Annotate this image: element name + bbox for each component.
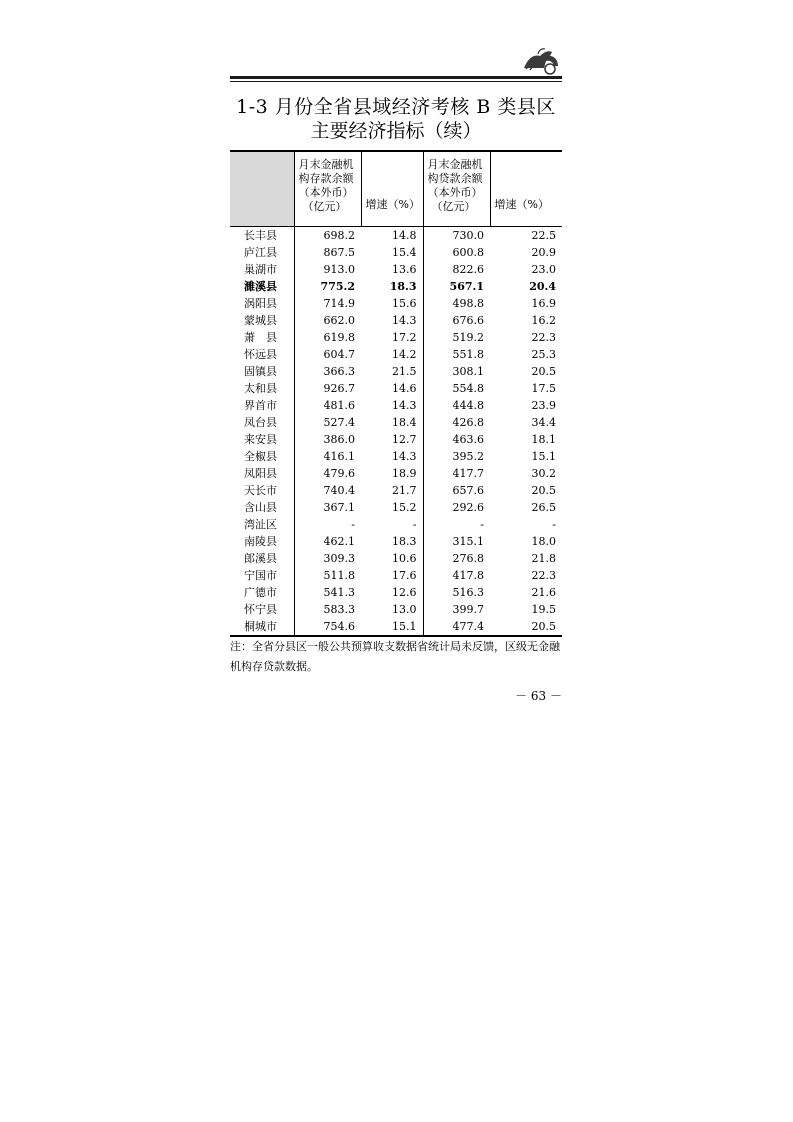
county-name-cell: 怀远县 — [230, 346, 294, 363]
deposit-balance-cell: 926.7 — [323, 382, 355, 395]
economic-indicators-table — [230, 150, 562, 637]
loan-rate-cell: 17.5 — [531, 382, 556, 395]
loan-rate-cell: 23.0 — [531, 263, 556, 276]
loan-rate-cell: 22.3 — [531, 569, 556, 582]
header-deposit-rate: 增速（%） — [361, 185, 423, 227]
deposit-rate-cell: - — [361, 516, 423, 533]
county-name-cell: 全椒县 — [230, 448, 294, 465]
deposit-balance-cell: 481.6 — [323, 399, 355, 412]
county-name-cell: 萧 县 — [230, 329, 294, 346]
header-deposit-line1: 月末金融机 — [298, 158, 354, 171]
deposit-rate-cell: 18.3 — [361, 278, 423, 295]
loan-rate-cell: 34.4 — [531, 416, 556, 429]
loan-rate-cell: 21.8 — [531, 552, 556, 565]
loan-balance-cell: 519.2 — [452, 331, 484, 344]
loan-rate-cell: - — [552, 518, 556, 531]
loan-balance-cell: 292.6 — [452, 501, 484, 514]
deposit-balance-cell: - — [351, 518, 355, 531]
loan-balance-cell: 657.6 — [452, 484, 484, 497]
loan-balance-cell: 516.3 — [452, 586, 484, 599]
deposit-balance-cell: 867.5 — [323, 246, 355, 259]
county-name-cell: 天长市 — [230, 482, 294, 499]
table-body — [230, 227, 562, 637]
loan-rate-cell: 20.5 — [531, 365, 556, 378]
loan-rate-cell: 22.5 — [531, 229, 556, 242]
county-name-cell: 濉溪县 — [230, 278, 294, 295]
deposit-balance-cell: 479.6 — [323, 467, 355, 480]
header-loan-line1: 月末金融机 — [427, 158, 483, 171]
table-row — [230, 363, 562, 380]
table-row — [230, 380, 562, 397]
table-row — [230, 346, 562, 363]
loan-rate-cell: 22.3 — [531, 331, 556, 344]
loan-balance-cell: 676.6 — [452, 314, 484, 327]
deposit-rate-cell: 12.7 — [361, 431, 423, 448]
deposit-balance-cell: 511.8 — [323, 569, 355, 582]
deposit-balance-cell: 913.0 — [323, 263, 355, 276]
deposit-rate-cell: 15.1 — [361, 618, 423, 636]
deposit-rate-cell: 12.6 — [361, 584, 423, 601]
loan-rate-cell: 16.9 — [531, 297, 556, 310]
deposit-balance-cell: 462.1 — [323, 535, 355, 548]
loan-rate-cell: 20.5 — [490, 618, 562, 636]
county-name-cell: 长丰县 — [230, 227, 294, 245]
county-name-cell: 广德市 — [230, 584, 294, 601]
loan-balance-cell: 417.8 — [452, 569, 484, 582]
deposit-rate-cell: 18.3 — [361, 533, 423, 550]
table-row — [230, 244, 562, 261]
deposit-rate-cell: 13.0 — [361, 601, 423, 618]
table-title-line2: 主要经济指标（续） — [310, 120, 482, 142]
deposit-balance-cell: 416.1 — [323, 450, 355, 463]
loan-rate-cell: 30.2 — [531, 467, 556, 480]
loan-balance-cell: 444.8 — [452, 399, 484, 412]
table-row — [230, 414, 562, 431]
deposit-balance-cell: 386.0 — [323, 433, 355, 446]
table-row — [230, 567, 562, 584]
loan-balance-cell: 399.7 — [452, 603, 484, 616]
deposit-balance-cell: 740.4 — [323, 484, 355, 497]
loan-rate-cell: 18.0 — [531, 535, 556, 548]
county-name-cell: 蒙城县 — [230, 312, 294, 329]
loan-rate-cell: 18.1 — [531, 433, 556, 446]
loan-balance-cell: 554.8 — [452, 382, 484, 395]
table-row — [230, 601, 562, 618]
deposit-balance-cell: 527.4 — [323, 416, 355, 429]
county-name-cell: 凤阳县 — [230, 465, 294, 482]
loan-balance-cell: 567.1 — [449, 280, 484, 293]
table-row — [230, 278, 562, 295]
county-name-cell: 涡阳县 — [230, 295, 294, 312]
header-loan-line4: （亿元） — [431, 200, 476, 213]
deposit-rate-cell: 15.2 — [361, 499, 423, 516]
deposit-rate-cell: 15.4 — [361, 244, 423, 261]
loan-balance-cell: - — [480, 518, 484, 531]
table-row — [230, 431, 562, 448]
deposit-balance-cell: 662.0 — [323, 314, 355, 327]
loan-rate-cell: 21.6 — [531, 586, 556, 599]
county-name-cell: 来安县 — [230, 431, 294, 448]
horse-chariot-logo-icon — [520, 44, 562, 76]
deposit-balance-cell: 366.3 — [323, 365, 355, 378]
table-row — [230, 295, 562, 312]
table-row — [230, 482, 562, 499]
header-rule-thick — [230, 76, 562, 79]
loan-rate-cell: 25.3 — [531, 348, 556, 361]
deposit-balance-cell: 583.3 — [323, 603, 355, 616]
header-deposit-balance — [294, 151, 361, 227]
header-loan-rate-top — [490, 151, 562, 185]
header-deposit-line3: （本外币） — [298, 186, 354, 199]
county-name-cell: 凤台县 — [230, 414, 294, 431]
header-loan-line2: 构贷款余额 — [427, 172, 483, 185]
loan-balance-cell: 395.2 — [452, 450, 484, 463]
loan-rate-cell: 16.2 — [531, 314, 556, 327]
county-name-cell: 固镇县 — [230, 363, 294, 380]
header-loan-rate: 增速（%） — [490, 185, 562, 227]
loan-rate-cell: 20.5 — [531, 484, 556, 497]
county-name-cell: 界首市 — [230, 397, 294, 414]
deposit-rate-cell: 18.4 — [361, 414, 423, 431]
loan-rate-cell: 19.5 — [531, 603, 556, 616]
loan-rate-cell: 20.9 — [531, 246, 556, 259]
loan-balance-cell: 308.1 — [452, 365, 484, 378]
table-row — [230, 329, 562, 346]
table-row — [230, 397, 562, 414]
deposit-balance-cell: 619.8 — [323, 331, 355, 344]
table-row — [230, 533, 562, 550]
loan-rate-cell: 20.4 — [529, 280, 556, 293]
table-row — [230, 312, 562, 329]
header-deposit-line2: 构存款余额 — [298, 172, 354, 185]
loan-rate-cell: 15.1 — [531, 450, 556, 463]
table-row — [230, 584, 562, 601]
county-name-cell: 郎溪县 — [230, 550, 294, 567]
loan-balance-cell: 822.6 — [452, 263, 484, 276]
deposit-balance-cell: 775.2 — [320, 280, 355, 293]
table-row — [230, 499, 562, 516]
table-row — [230, 618, 562, 636]
deposit-balance-cell: 714.9 — [323, 297, 355, 310]
table-title-line1: 1-3 月份全省县域经济考核 B 类县区 — [236, 96, 556, 118]
deposit-rate-cell: 13.6 — [361, 261, 423, 278]
county-name-cell: 桐城市 — [230, 618, 294, 636]
deposit-balance-cell: 698.2 — [323, 229, 355, 242]
table-row — [230, 227, 562, 245]
loan-balance-cell: 600.8 — [452, 246, 484, 259]
table-row — [230, 516, 562, 533]
county-name-cell: 湾沚区 — [230, 516, 294, 533]
deposit-rate-cell: 15.6 — [361, 295, 423, 312]
deposit-rate-cell: 14.3 — [361, 312, 423, 329]
loan-balance-cell: 276.8 — [452, 552, 484, 565]
county-name-cell: 庐江县 — [230, 244, 294, 261]
header-loan-line3: （本外币） — [427, 186, 483, 199]
county-name-cell: 含山县 — [230, 499, 294, 516]
deposit-balance-cell: 604.7 — [323, 348, 355, 361]
table-row — [230, 550, 562, 567]
deposit-balance-cell: 309.3 — [323, 552, 355, 565]
county-name-cell: 宁国市 — [230, 567, 294, 584]
header-corner — [230, 151, 294, 227]
loan-rate-cell: 23.9 — [531, 399, 556, 412]
deposit-rate-cell: 17.2 — [361, 329, 423, 346]
deposit-rate-cell: 14.3 — [361, 397, 423, 414]
deposit-rate-cell: 17.6 — [361, 567, 423, 584]
loan-balance-cell: 730.0 — [452, 229, 484, 242]
county-name-cell: 怀宁县 — [230, 601, 294, 618]
loan-rate-cell: 26.5 — [531, 501, 556, 514]
table-row — [230, 448, 562, 465]
loan-balance-cell: 477.4 — [423, 618, 490, 636]
deposit-balance-cell: 367.1 — [323, 501, 355, 514]
deposit-rate-cell: 21.5 — [361, 363, 423, 380]
county-name-cell: 南陵县 — [230, 533, 294, 550]
loan-balance-cell: 426.8 — [452, 416, 484, 429]
deposit-rate-cell: 14.6 — [361, 380, 423, 397]
deposit-rate-cell: 21.7 — [361, 482, 423, 499]
loan-balance-cell: 498.8 — [452, 297, 484, 310]
header-rule-thin — [230, 81, 562, 82]
loan-balance-cell: 463.6 — [452, 433, 484, 446]
deposit-balance-cell: 754.6 — [294, 618, 361, 636]
table-row — [230, 465, 562, 482]
header-deposit-line4: （亿元） — [302, 200, 347, 213]
deposit-rate-cell: 10.6 — [361, 550, 423, 567]
loan-balance-cell: 417.7 — [452, 467, 484, 480]
loan-balance-cell: 551.8 — [452, 348, 484, 361]
loan-balance-cell: 315.1 — [452, 535, 484, 548]
county-name-cell: 太和县 — [230, 380, 294, 397]
table-row — [230, 261, 562, 278]
page-number: － 63 － — [515, 689, 562, 703]
deposit-rate-cell: 18.9 — [361, 465, 423, 482]
county-name-cell: 巢湖市 — [230, 261, 294, 278]
header-deposit-rate-top — [361, 151, 423, 185]
footnote: 注：全省分县区一般公共预算收支数据省统计局未反馈，区级无金融机构存贷款数据。 — [230, 640, 560, 673]
deposit-balance-cell: 541.3 — [323, 586, 355, 599]
deposit-rate-cell: 14.8 — [361, 227, 423, 245]
deposit-rate-cell: 14.2 — [361, 346, 423, 363]
deposit-rate-cell: 14.3 — [361, 448, 423, 465]
header-loan-balance — [423, 151, 490, 227]
